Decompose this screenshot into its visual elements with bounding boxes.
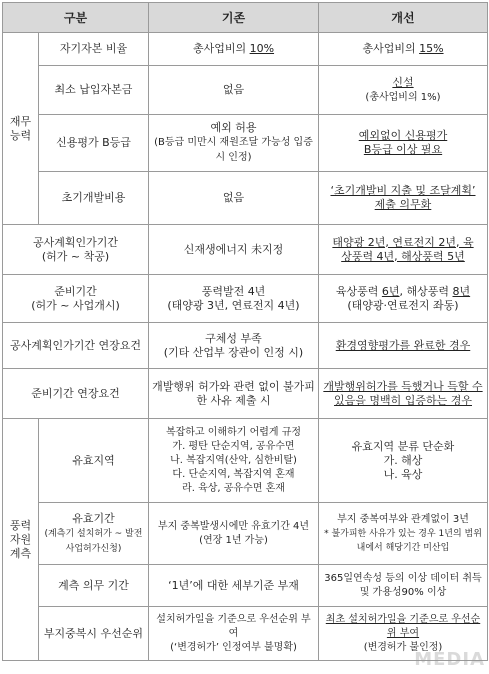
new-value: 육상풍력 6년, 해상풍력 8년 (태양광·연료전지 좌동) [319,275,488,323]
row-label: 자기자본 비율 [39,33,149,66]
row-label: 유효기간 (계측기 설치허가 ~ 발전사업허가신청) [39,503,149,565]
table-row [3,172,488,225]
new-value: 태양광 2년, 연료전지 2년, 육 상풍력 4년, 해상풍력 5년 [319,225,488,275]
row-label: 유효지역 [39,419,149,503]
row-label: 준비기간 (허가 ~ 사업개시) [3,275,149,323]
table-row [3,115,488,172]
row-label: 최소 납입자본금 [39,66,149,115]
new-value: 예외없이 신용평가 B등급 이상 필요 [319,115,488,172]
table-row [3,66,488,115]
comparison-table [2,2,488,661]
row-label: 계측 의무 기간 [39,565,149,607]
old-value: 없음 [149,66,319,115]
row-label: 공사계획인가기간 (허가 ~ 착공) [3,225,149,275]
table-row [3,275,488,323]
new-value: 부지 중복여부와 관계없이 3년 * 불가피한 사유가 있는 경우 1년의 범위 내에서 해당기간 미산입 [319,503,488,565]
old-value: 개발행위 허가와 관련 없이 불가피한 사유 제출 시 [149,369,319,419]
old-value: 복잡하고 이해하기 어렵게 규정 가. 평탄 단순지역, 공유수면 나. 복잡지역(산악, 심한비탈) 다. 단순지역, 복잡지역 혼재 라. 육상, 공유수면 혼재 [149,419,319,503]
new-value: 최초 설치허가일을 기준으로 우선순위 부여 (변경허가 불인정) [319,607,488,661]
table-row [3,369,488,419]
old-value: 풍력발전 4년 (태양광 3년, 연료전지 4년) [149,275,319,323]
row-label: 초기개발비용 [39,172,149,225]
old-value: 설치허가일을 기준으로 우선순위 부여 (‘변경허가’ 인정여부 불명확) [149,607,319,661]
row-label: 공사계획인가기간 연장요건 [3,323,149,369]
old-value: ‘1년’에 대한 세부기준 부재 [149,565,319,607]
row-label: 준비기간 연장요건 [3,369,149,419]
table-row [3,565,488,607]
group-finance: 재무 능력 [3,33,39,225]
new-value: 신설 (총사업비의 1%) [319,66,488,115]
row-label: 부지중복시 우선순위 [39,607,149,661]
table-row [3,503,488,565]
old-value: 신재생에너지 未지정 [149,225,319,275]
header-improved: 개선 [319,3,488,33]
header-existing: 기존 [149,3,319,33]
new-value: 365일연속성 등의 이상 데이터 취득 및 가용성90% 이상 [319,565,488,607]
new-value: ‘초기개발비 지출 및 조달계획’ 제출 의무화 [319,172,488,225]
group-measure: 풍력 자원 계측 [3,419,39,661]
row-label: 신용평가 B등급 [39,115,149,172]
table-row [3,225,488,275]
watermark-logo: MEDIA [414,649,485,670]
table-row [3,33,488,66]
new-value: 총사업비의 15% [319,33,488,66]
header-row [3,3,488,33]
new-value: 환경영향평가를 완료한 경우 [319,323,488,369]
table-row [3,419,488,503]
new-value: 유효지역 분류 단순화 가. 해상 나. 육상 [319,419,488,503]
header-category: 구분 [3,3,149,33]
table-row [3,323,488,369]
old-value: 총사업비의 10% [149,33,319,66]
old-value: 없음 [149,172,319,225]
old-value: 부지 중복발생시에만 유효기간 4년 (연장 1년 가능) [149,503,319,565]
old-value: 구체성 부족 (기타 산업부 장관이 인정 시) [149,323,319,369]
old-value: 예외 허용 (B등급 미만시 재원조달 가능성 입증 시 인정) [149,115,319,172]
new-value: 개발행위허가를 득했거나 득할 수 있음을 명백히 입증하는 경우 [319,369,488,419]
